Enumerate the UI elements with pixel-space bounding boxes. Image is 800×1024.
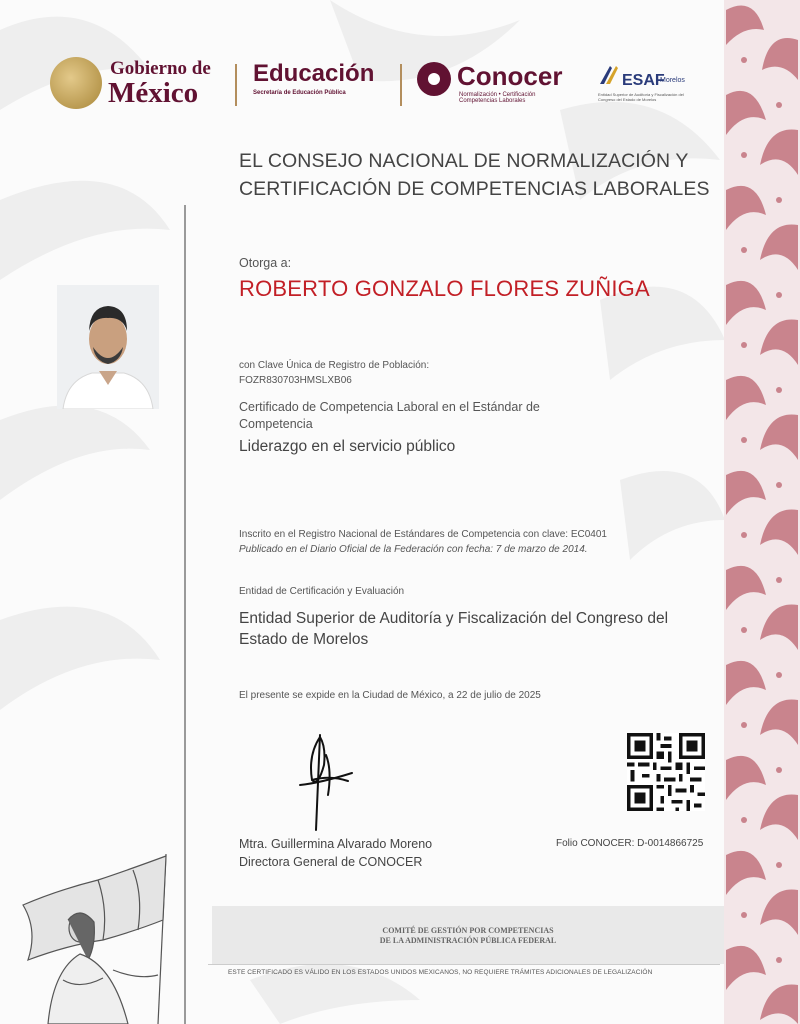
- issue-place-date: El presente se expide en la Ciudad de México, a 22 de julio de 2025: [239, 690, 541, 701]
- handwritten-signature: [290, 725, 360, 835]
- conocer-logo: [417, 58, 587, 108]
- page-title: [239, 147, 710, 203]
- esaf-morelos-text: Morelos: [660, 77, 685, 84]
- published-text: Publicado en el Diario Oficial de la Federación con fecha: 7 de marzo de 2014.: [239, 544, 588, 555]
- esaf-book-icon: [598, 62, 624, 88]
- comite-line-1: COMITÉ DE GESTIÓN POR COMPETENCIAS: [382, 926, 554, 935]
- esaf-fine-text: Entidad Superior de Auditoría y Fiscalización del Congreso del Estado de Morelos: [598, 92, 684, 102]
- qr-code: [627, 733, 705, 811]
- title-line-2: CERTIFICACIÓN DE COMPETENCIAS LABORALES: [239, 178, 710, 200]
- comite-banner: [212, 906, 724, 964]
- validity-note: ESTE CERTIFICADO ES VÁLIDO EN LOS ESTADOS UNIDOS MEXICANOS, NO REQUIERE TRÁMITES ADICIONALES DE LEGALIZACIÓN: [228, 969, 653, 976]
- curp-label: con Clave Única de Registro de Población:: [239, 360, 430, 371]
- footer-divider: [208, 964, 720, 965]
- gobierno-mexico-logo: [45, 52, 230, 114]
- gobierno-text: Gobierno de: [110, 58, 211, 79]
- signer-role: Directora General de CONOCER: [239, 855, 423, 869]
- conocer-text: Conocer: [457, 61, 563, 91]
- certificate-label: Certificado de Competencia Laboral en el Estándar de Competencia: [239, 400, 540, 431]
- mexico-text: México: [108, 77, 199, 109]
- logo-separator: [400, 64, 402, 106]
- comite-text: [212, 926, 724, 946]
- otorga-label: Otorga a:: [239, 256, 292, 270]
- conocer-subtext: Normalización • Certificación Competencias Laborales: [459, 92, 536, 104]
- educacion-subtext: Secretaría de Educación Pública: [253, 90, 346, 96]
- conocer-circle-icon: [417, 62, 451, 96]
- entity-name: Entidad Superior de Auditoría y Fiscalización del Congreso del Estado de Morelos: [239, 610, 669, 648]
- folio-number: Folio CONOCER: D-0014866725: [556, 838, 704, 849]
- logo-bar: [45, 52, 710, 114]
- signer-name: Mtra. Guillermina Alvarado Moreno: [239, 837, 433, 851]
- educacion-text: Educación: [253, 60, 375, 87]
- logo-separator: [235, 64, 237, 106]
- national-seal-icon: [50, 57, 102, 109]
- vertical-divider: [184, 205, 186, 1024]
- recipient-photo: [57, 285, 159, 409]
- curp-value: FOZR830703HMSLXB06: [239, 375, 352, 386]
- title-line-1: EL CONSEJO NACIONAL DE NORMALIZACIÓN Y: [239, 150, 689, 172]
- entity-label: Entidad de Certificación y Evaluación: [239, 586, 405, 597]
- comite-line-2: DE LA ADMINISTRACIÓN PÚBLICA FEDERAL: [379, 936, 557, 945]
- decorative-side-band: [724, 0, 800, 1024]
- registry-text: Inscrito en el Registro Nacional de Estándares de Competencia con clave: EC0401: [239, 529, 607, 540]
- educacion-logo: [253, 60, 374, 96]
- standard-name: Liderazgo en el servicio público: [239, 438, 456, 455]
- esaf-logo: [598, 62, 698, 102]
- woman-with-flag-illustration: [18, 850, 178, 1024]
- esaf-text: ESAF: [622, 72, 665, 89]
- recipient-name: ROBERTO GONZALO FLORES ZUÑIGA: [239, 276, 650, 301]
